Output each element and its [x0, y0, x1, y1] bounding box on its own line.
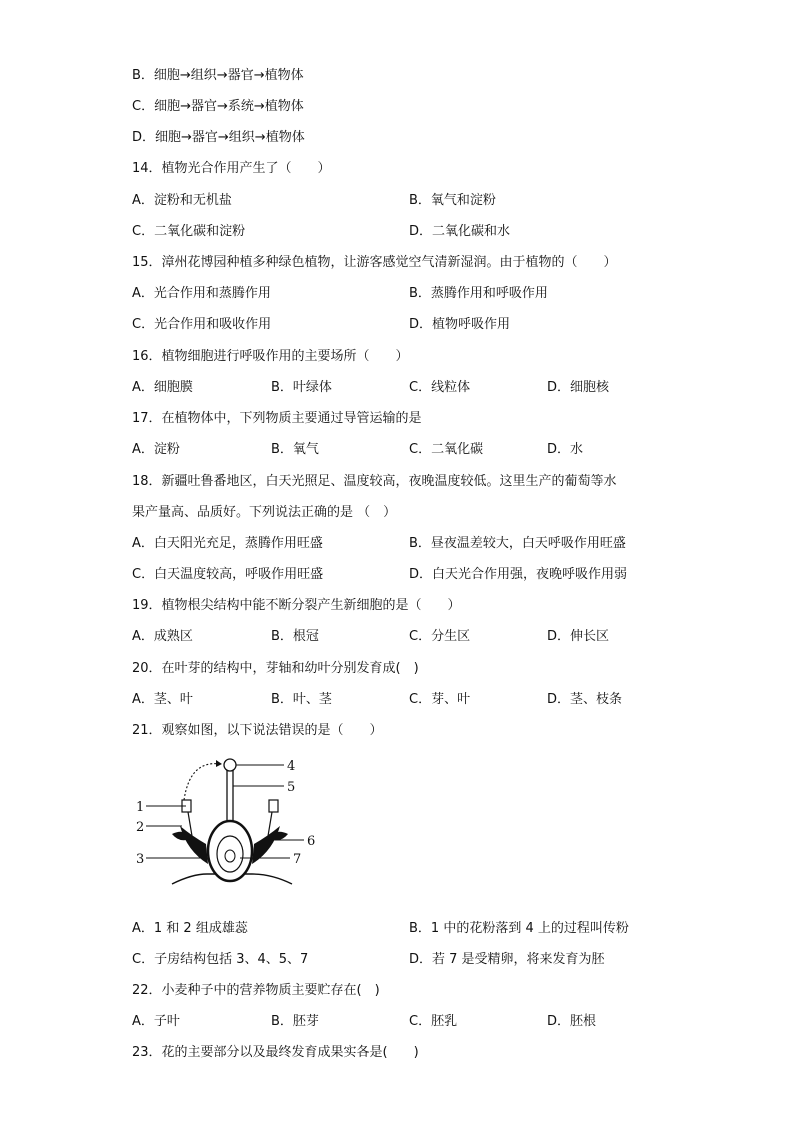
- pollination-arrow-path: [184, 764, 220, 800]
- q19-option-c: C．分生区: [409, 629, 471, 644]
- q19-option-d: D．伸长区: [547, 629, 610, 644]
- q16-option-b: B．叶绿体: [271, 380, 332, 395]
- q17-stem: 17．在植物体中，下列物质主要通过导管运输的是: [132, 411, 422, 426]
- q14-option-d: D．二氧化碳和水: [409, 224, 511, 239]
- q15-option-c: C．光合作用和吸收作用: [132, 317, 272, 332]
- right-anther-shape: [269, 800, 278, 812]
- q14-option-a: A．淀粉和无机盐: [132, 193, 232, 208]
- q22-option-a: A．子叶: [132, 1014, 180, 1029]
- q22-option-d: D．胚根: [547, 1014, 597, 1029]
- q22-stem: 22．小麦种子中的营养物质主要贮存在( ): [132, 983, 380, 998]
- figure-label-7: 7: [293, 852, 302, 867]
- q21-option-d: D．若 7 是受精卵，将来发育为胚: [409, 952, 605, 967]
- figure-label-6: 6: [307, 834, 316, 849]
- q21-stem: 21．观察如图，以下说法错误的是（ ）: [132, 723, 383, 738]
- q23-stem: 23．花的主要部分以及最终发育成果实各是( ): [132, 1045, 419, 1060]
- q20-option-c: C．芽、叶: [409, 692, 471, 707]
- q16-stem: 16．植物细胞进行呼吸作用的主要场所（ ）: [132, 349, 409, 364]
- q14-option-b: B．氧气和淀粉: [409, 193, 496, 208]
- q16-option-c: C．线粒体: [409, 380, 471, 395]
- q16-option-d: D．细胞核: [547, 380, 610, 395]
- q17-option-a: A．淀粉: [132, 442, 180, 457]
- q14-stem: 14．植物光合作用产生了（ ）: [132, 161, 331, 176]
- q20-option-a: A．茎、叶: [132, 692, 193, 707]
- q15-stem: 15．漳州花博园种植多种绿色植物，让游客感觉空气清新湿润。由于植物的（ ）: [132, 255, 617, 270]
- flower-structure-diagram: [132, 756, 332, 896]
- q21-option-a: A．1 和 2 组成雄蕊: [132, 921, 248, 936]
- q17-option-d: D．水: [547, 442, 584, 457]
- q13-option-d: D．细胞→器官→组织→植物体: [132, 130, 305, 145]
- pollination-arrow-head: [216, 760, 222, 767]
- figure-label-2: 2: [136, 820, 145, 835]
- figure-label-5: 5: [287, 780, 296, 795]
- q15-option-b: B．蒸腾作用和呼吸作用: [409, 286, 548, 301]
- q18-option-d: D．白天光合作用强，夜晚呼吸作用弱: [409, 567, 628, 582]
- q20-option-d: D．茎、枝条: [547, 692, 623, 707]
- ovule-shape: [217, 836, 243, 872]
- figure-label-4: 4: [287, 759, 296, 774]
- q16-option-a: A．细胞膜: [132, 380, 193, 395]
- q22-option-c: C．胚乳: [409, 1014, 458, 1029]
- q15-option-a: A．光合作用和蒸腾作用: [132, 286, 271, 301]
- q18-stem: 18．新疆吐鲁番地区，白天光照足、温度较高，夜晚温度较低。这里生产的葡萄等水: [132, 474, 617, 489]
- q19-stem: 19．植物根尖结构中能不断分裂产生新细胞的是（ ）: [132, 598, 461, 613]
- figure-label-3: 3: [136, 852, 145, 867]
- flower-diagram-svg: [132, 756, 332, 896]
- q17-option-c: C．二氧化碳: [409, 442, 484, 457]
- q18-stem-cont: 果产量高、品质好。下列说法正确的是 （ ）: [132, 505, 397, 520]
- figure-label-1: 1: [136, 800, 145, 815]
- q22-option-b: B．胚芽: [271, 1014, 319, 1029]
- q21-option-b: B．1 中的花粉落到 4 上的过程叫传粉: [409, 921, 629, 936]
- q19-option-a: A．成熟区: [132, 629, 193, 644]
- q20-stem: 20．在叶芽的结构中，芽轴和幼叶分别发育成( ): [132, 661, 419, 676]
- q20-option-b: B．叶、茎: [271, 692, 332, 707]
- q18-option-c: C．白天温度较高，呼吸作用旺盛: [132, 567, 324, 582]
- q15-option-d: D．植物呼吸作用: [409, 317, 511, 332]
- q17-option-b: B．氧气: [271, 442, 319, 457]
- q13-option-b: B．细胞→组织→器官→植物体: [132, 68, 304, 83]
- q18-option-a: A．白天阳光充足，蒸腾作用旺盛: [132, 536, 323, 551]
- q14-option-c: C．二氧化碳和淀粉: [132, 224, 246, 239]
- stigma-shape: [224, 759, 236, 771]
- q18-option-b: B．昼夜温差较大，白天呼吸作用旺盛: [409, 536, 626, 551]
- q13-option-c: C．细胞→器官→系统→植物体: [132, 99, 304, 114]
- q21-option-c: C．子房结构包括 3、4、5、7: [132, 952, 309, 967]
- q19-option-b: B．根冠: [271, 629, 319, 644]
